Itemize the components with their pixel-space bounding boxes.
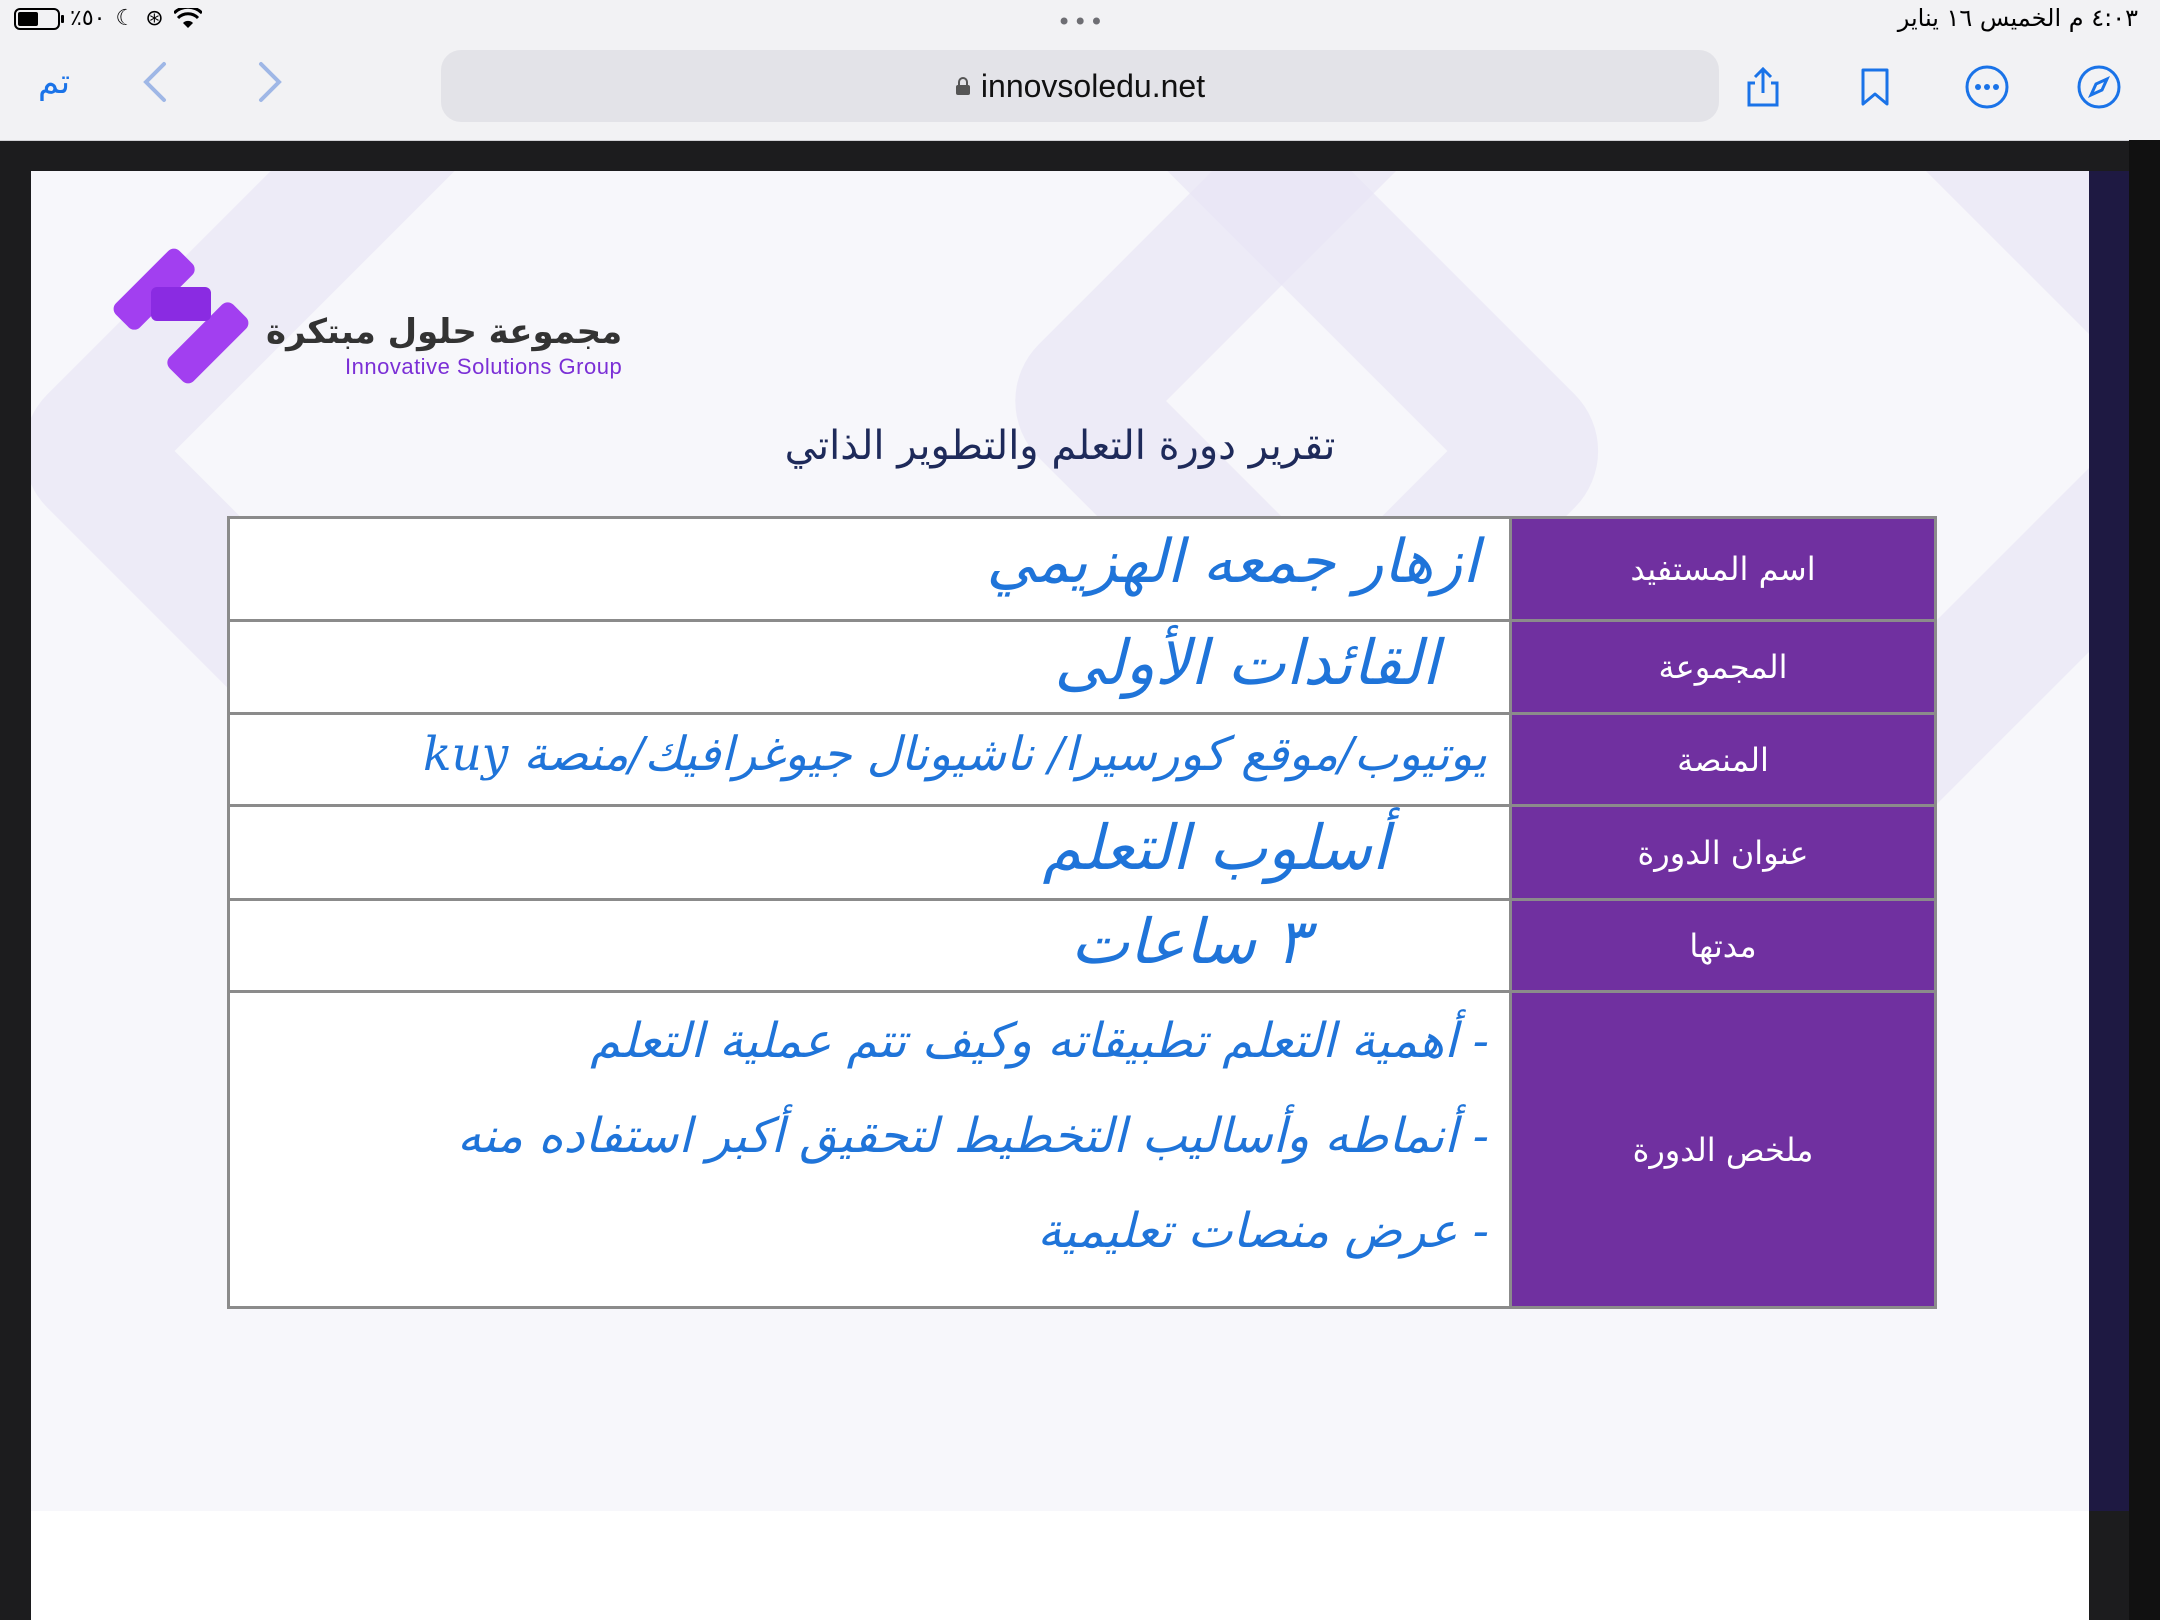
compass-button[interactable]: [2074, 62, 2124, 112]
handwritten-text: ٣ ساعات: [1070, 905, 1309, 978]
url-text: innovsoledu.net: [980, 67, 1206, 104]
value-summary: [229, 992, 1511, 1308]
moon-icon: ☾: [115, 6, 136, 31]
battery-icon: [14, 8, 60, 30]
summary-line-1: - أهمية التعلم تطبيقاته وكيف تتم عملية التعلم: [590, 1013, 1489, 1069]
page-edge-strip: [2089, 171, 2129, 1511]
status-indicators: [14, 6, 202, 31]
done-button[interactable]: تم: [38, 62, 71, 102]
orientation-lock-icon: ⊛: [145, 6, 164, 31]
logo: [106, 236, 622, 396]
status-datetime: ٤:٠٣ م الخميس ١٦ يناير: [1897, 4, 2138, 32]
address-bar[interactable]: [441, 50, 1719, 122]
label-summary: ملخص الدورة: [1511, 992, 1936, 1308]
table-row: [229, 621, 1936, 714]
more-button[interactable]: [1962, 62, 2012, 112]
chevron-left-icon: [140, 60, 170, 104]
wifi-icon: [174, 8, 202, 30]
table-row: [229, 900, 1936, 992]
more-icon: [1964, 64, 2010, 110]
logo-english: Innovative Solutions Group: [345, 354, 623, 379]
table-row: [229, 806, 1936, 900]
share-icon: [1743, 65, 1783, 109]
value-platform: [229, 714, 1511, 806]
handwritten-text: أسلوب التعلم: [1042, 811, 1389, 884]
logo-text: [266, 312, 622, 382]
label-group: المجموعة: [1511, 621, 1936, 714]
value-beneficiary: [229, 518, 1511, 621]
label-platform: المنصة: [1511, 714, 1936, 806]
handwritten-text: يوتيوب/موقع كورسيرا/ ناشيونال جيوغرافيك/منصة kuy: [422, 727, 1487, 782]
report-table: [227, 516, 1937, 1309]
document-title: تقرير دورة التعلم والتطوير الذاتي: [784, 423, 1336, 469]
table-row: [229, 714, 1936, 806]
lock-icon: [955, 77, 971, 95]
handwritten-text: ازهار جمعه الهزيمي: [986, 527, 1479, 597]
value-course-title: [229, 806, 1511, 900]
value-duration: [229, 900, 1511, 992]
value-group: [229, 621, 1511, 714]
bookmark-icon: [1857, 66, 1893, 108]
summary-line-2: - أنماطه وأساليب التخطيط لتحقيق أكبر استفاده منه: [457, 1108, 1489, 1164]
table-row: [229, 518, 1936, 621]
back-button[interactable]: [140, 60, 170, 114]
label-beneficiary: اسم المستفيد: [1511, 518, 1936, 621]
screen-edge: [2129, 140, 2160, 1620]
handwritten-text: القائدات الأولى: [1054, 626, 1439, 699]
multitask-dots[interactable]: •••: [1057, 8, 1106, 36]
document-page: [31, 171, 2089, 1620]
status-bar: [0, 0, 2160, 40]
chevron-right-icon: [255, 60, 285, 104]
label-course-title: عنوان الدورة: [1511, 806, 1936, 900]
summary-line-3: - عرض منصات تعليمية: [1037, 1203, 1489, 1259]
forward-button[interactable]: [255, 60, 285, 114]
compass-icon: [2076, 64, 2122, 110]
logo-arabic: مجموعة حلول مبتكرة: [266, 312, 623, 352]
label-duration: مدتها: [1511, 900, 1936, 992]
share-button[interactable]: [1738, 62, 1788, 112]
battery-percent: ٪٥٠: [70, 6, 106, 31]
bookmark-button[interactable]: [1850, 62, 1900, 112]
browser-toolbar: [0, 40, 2160, 141]
logo-mark-icon: [106, 236, 256, 396]
table-row: [229, 992, 1936, 1308]
